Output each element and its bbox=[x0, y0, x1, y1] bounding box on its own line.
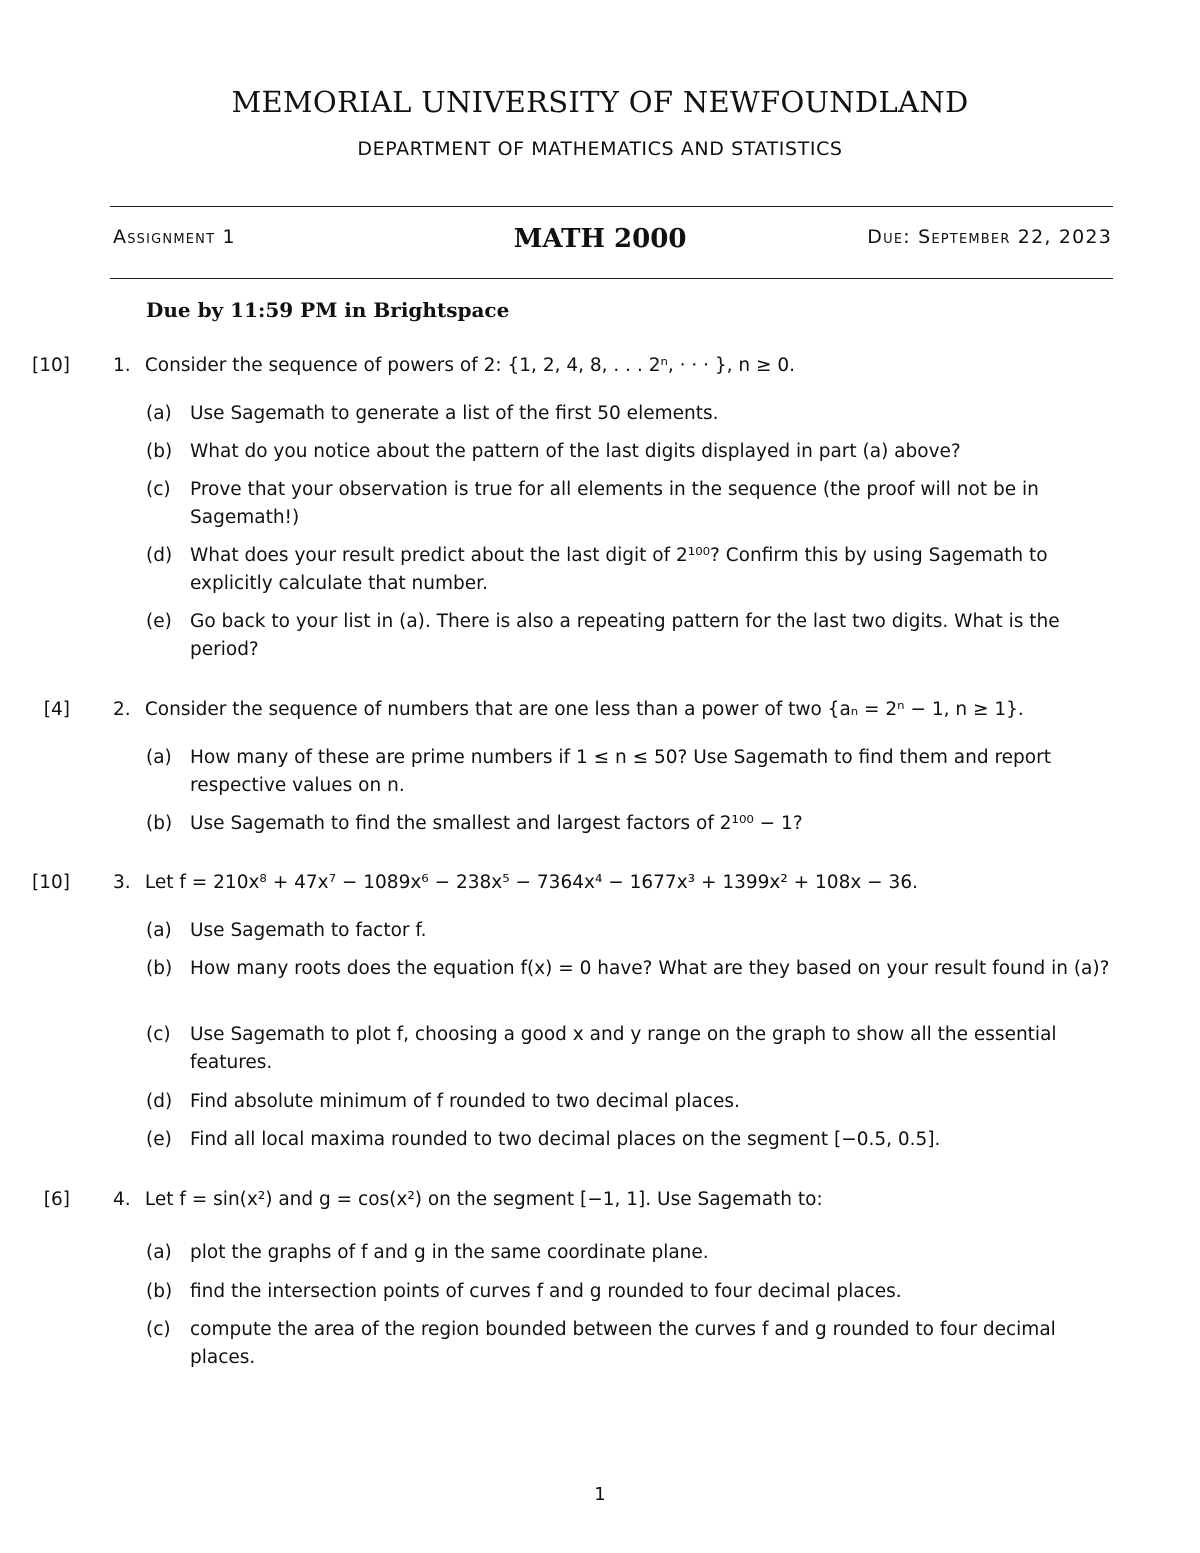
question-4 bbox=[113, 1186, 1113, 1214]
part-label: (b) bbox=[146, 958, 173, 979]
part-text: Use Sagemath to find the smallest and largest factors of 2¹⁰⁰ − 1? bbox=[190, 813, 803, 834]
page-number: 1 bbox=[594, 1484, 606, 1505]
question-part bbox=[146, 1021, 1114, 1077]
part-text: plot the graphs of f and g in the same coordinate plane. bbox=[190, 1242, 709, 1263]
part-text: find the intersection points of curves f and g rounded to four decimal places. bbox=[190, 1281, 902, 1302]
part-label: (c) bbox=[146, 1319, 171, 1340]
question-part bbox=[146, 744, 1114, 800]
part-label: (b) bbox=[146, 1281, 173, 1302]
part-text: How many of these are prime numbers if 1 ≤ n ≤ 50? Use Sagemath to find them and report respective values on n. bbox=[190, 747, 1051, 796]
part-label: (b) bbox=[146, 813, 173, 834]
part-text: What does your result predict about the last digit of 2¹⁰⁰? Confirm this by using Sagemath to explicitly calculate that number. bbox=[190, 545, 1048, 594]
part-label: (c) bbox=[146, 1024, 171, 1045]
due-note: Due by 11:59 PM in Brightspace bbox=[146, 298, 510, 322]
part-label: (c) bbox=[146, 479, 171, 500]
question-text: Let f = sin(x²) and g = cos(x²) on the segment [−1, 1]. Use Sagemath to: bbox=[144, 1189, 823, 1210]
question-marks: [10] bbox=[32, 355, 70, 376]
question-number: 2. bbox=[113, 699, 131, 720]
part-text: How many roots does the equation f(x) = 0 have? What are they based on your result found in (a)? bbox=[190, 958, 1110, 979]
part-text: What do you notice about the pattern of the last digits displayed in part (a) above? bbox=[190, 441, 961, 462]
question-part bbox=[146, 438, 1114, 466]
question-part bbox=[146, 1239, 1114, 1267]
part-text: Find all local maxima rounded to two decimal places on the segment [−0.5, 0.5]. bbox=[190, 1129, 941, 1150]
question-text: Consider the sequence of powers of 2: {1, 2, 4, 8, . . . 2ⁿ, · · · }, n ≥ 0. bbox=[144, 355, 796, 376]
question-part bbox=[146, 1278, 1114, 1306]
part-text: Use Sagemath to plot f, choosing a good x and y range on the graph to show all the essential features. bbox=[190, 1024, 1057, 1073]
header-bottom-rule bbox=[110, 278, 1113, 279]
question-marks: [4] bbox=[43, 699, 70, 720]
due-date: Due: September 22, 2023 bbox=[867, 226, 1112, 248]
header-top-rule bbox=[110, 206, 1113, 207]
question-marks: [6] bbox=[43, 1189, 70, 1210]
question-part bbox=[146, 608, 1114, 664]
part-label: (a) bbox=[146, 920, 172, 941]
question-number: 1. bbox=[113, 355, 131, 376]
question-text: Consider the sequence of numbers that are one less than a power of two {aₙ = 2ⁿ − 1, n ≥ 1}. bbox=[144, 699, 1024, 720]
question-2 bbox=[113, 696, 1113, 724]
part-label: (e) bbox=[146, 611, 172, 632]
question-part bbox=[146, 476, 1114, 532]
assignment-label: Assignment 1 bbox=[113, 226, 236, 248]
department-name: DEPARTMENT OF MATHEMATICS AND STATISTICS bbox=[357, 138, 843, 160]
question-part bbox=[146, 917, 1114, 945]
question-part bbox=[146, 542, 1114, 598]
part-text: compute the area of the region bounded between the curves f and g rounded to four decimal places. bbox=[190, 1319, 1056, 1368]
part-label: (a) bbox=[146, 1242, 172, 1263]
part-label: (b) bbox=[146, 441, 173, 462]
part-label: (a) bbox=[146, 747, 172, 768]
question-3 bbox=[113, 869, 1113, 897]
question-1 bbox=[113, 352, 1113, 380]
part-label: (e) bbox=[146, 1129, 172, 1150]
question-part bbox=[146, 810, 1114, 838]
part-label: (a) bbox=[146, 403, 172, 424]
question-part bbox=[146, 955, 1114, 983]
question-part bbox=[146, 1316, 1114, 1372]
part-text: Go back to your list in (a). There is also a repeating pattern for the last two digits. What is the period? bbox=[190, 611, 1060, 660]
part-text: Prove that your observation is true for all elements in the sequence (the proof will not be in Sagemath!) bbox=[190, 479, 1039, 528]
part-text: Use Sagemath to generate a list of the first 50 elements. bbox=[190, 403, 719, 424]
course-code: MATH 2000 bbox=[513, 224, 687, 254]
question-part bbox=[146, 1088, 1114, 1116]
question-part bbox=[146, 1126, 1114, 1154]
part-label: (d) bbox=[146, 545, 173, 566]
question-marks: [10] bbox=[32, 872, 70, 893]
question-number: 3. bbox=[113, 872, 131, 893]
part-text: Find absolute minimum of f rounded to two decimal places. bbox=[190, 1091, 740, 1112]
part-text: Use Sagemath to factor f. bbox=[190, 920, 427, 941]
university-name: MEMORIAL UNIVERSITY OF NEWFOUNDLAND bbox=[231, 85, 969, 119]
part-label: (d) bbox=[146, 1091, 173, 1112]
question-number: 4. bbox=[113, 1189, 131, 1210]
question-part bbox=[146, 400, 1114, 428]
question-text: Let f = 210x⁸ + 47x⁷ − 1089x⁶ − 238x⁵ − 7364x⁴ − 1677x³ + 1399x² + 108x − 36. bbox=[144, 872, 918, 893]
